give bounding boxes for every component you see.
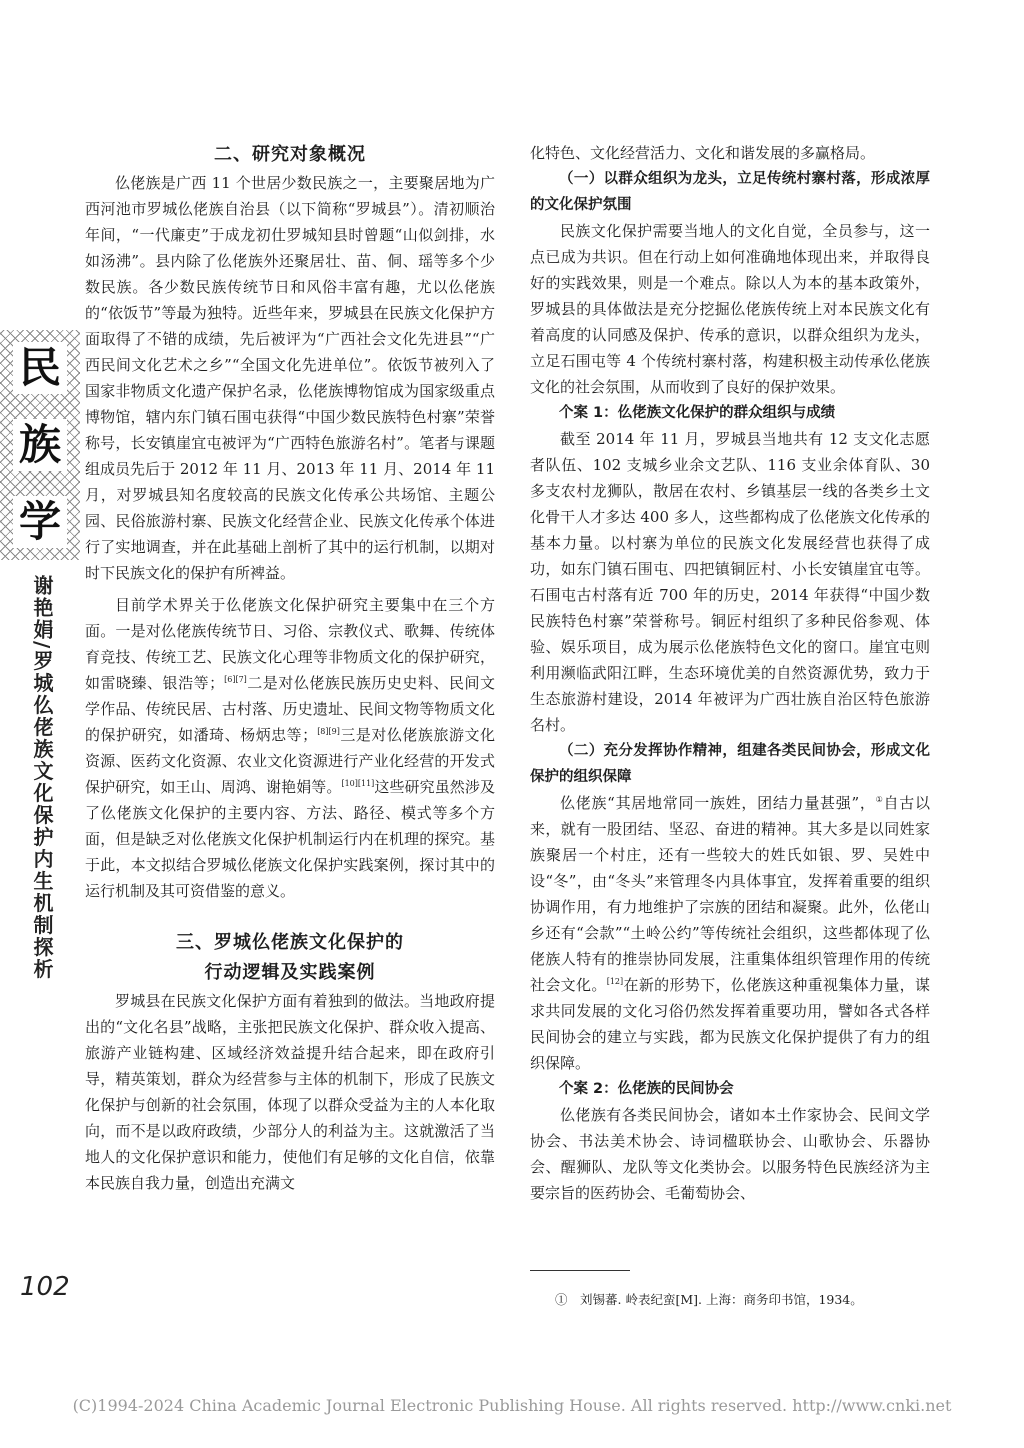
paragraph	[530, 790, 930, 1076]
paragraph: 仫佬族有各类民间协会，诸如本土作家协会、民间文学协会、书法美术协会、诗词楹联协会、山歌协会、乐器协会、醒狮队、龙队等文化类协会。以服务特色民族经济为主要宗旨的医药协会、毛葡萄协会、	[530, 1106, 930, 1202]
copyright-watermark: (C)1994-2024 China Academic Journal Electronic Publishing House. All rights reserved. http://www.cnki.net	[72, 1396, 952, 1415]
paragraph	[85, 592, 495, 904]
paragraph: 仫佬族是广西 11 个世居少数民族之一，主要聚居地为广西河池市罗城仫佬族自治县（以下简称“罗城县”）。清初顺治年间，“一代廉吏”于成龙初仕罗城知县时曾题“山似剑排，水如汤沸”。县内除了仫佬族外还聚居壮、苗、侗、瑶等多个少数民族。各少数民族传统节日和风俗丰富有趣，尤以仫佬族的“依饭节”等最为独特。近些年来，罗城县在民族文化保护方面取得了不错的成绩，先后被评为“广西社会文化先进县”“广西民间文化艺术之乡”“全国文化先进单位”。依饭节被列入了国家非物质文化遗产保护名录，仫佬族博物馆成为国家级重点博物馆，辖内东门镇石围屯获得“中国少数民族特色村寨”荣誉称号，长安镇崖宜屯被评为“广西特色旅游名村”。笔者与课题组成员先后于 2012 年 11 月、2013 年 11 月、2014 年 11 月，对罗城县知名度较高的民族文化传承公共场馆、主题公园、民俗旅游村寨、民族文化经营企业、民族文化传承个体进行了实地调查，并在此基础上剖析了其中的运行机制，以期对时下民族文化的保护有所裨益。	[85, 174, 495, 582]
footnote: ① 刘锡蕃. 岭表纪蛮[M]. 上海：商务印书馆，1934。	[555, 1292, 863, 1307]
paragraph-text: 三是对仫佬族旅游文化资源、医药文化资源、农业文化资源进行产业化经营的开发式保护研究，如王山、周鸿、谢艳娟等。	[85, 726, 495, 796]
citation: [10][11]	[341, 779, 375, 788]
right-column	[530, 140, 930, 1206]
paragraph: 截至 2014 年 11 月，罗城县当地共有 12 支文化志愿者队伍、102 支城乡业余文艺队、116 支业余体育队、30 多支农村龙狮队，散居在农村、乡镇基层一线的各类乡土文化骨干人才多达 400 多人，这些都构成了仫佬族文化传承的基本力量。以村寨为单位的民族文化发展经营也获得了成功，如东门镇石围屯、四把镇铜匠村、小长安镇崖宜屯等。石围屯古村落有近 700 年的历史，2014 年获得“中国少数民族特色村寨”荣誉称号。铜匠村组织了多种民俗参观、体验、娱乐项目，成为展示仫佬族特色文化的窗口。崖宜屯则利用濒临武阳江畔，生态环境优美的自然资源优势，致力于生态旅游村建设，2014 年被评为广西壮族自治区特色旅游名村。	[530, 430, 930, 734]
citation: [12]	[606, 977, 624, 986]
journal-char: 族	[13, 419, 67, 471]
paragraph-text: 目前学术界关于仫佬族文化保护研究主要集中在三个方面。一是对仫佬族传统节日、习俗、宗教仪式、歌舞、传统体育竞技、传统工艺、民族文化心理等非物质文化的保护研究，如雷晓臻、银浩等；	[85, 596, 495, 692]
citation: [8][9]	[317, 727, 340, 736]
paragraph: 民族文化保护需要当地人的文化自觉，全员参与，这一点已成为共识。但在行动上如何准确地体现出来，并取得良好的实践效果，则是一个难点。除以人为本的基本政策外，罗城县的具体做法是充分挖掘仫佬族传统上对本民族文化有着高度的认同感及保护、传承的意识，以群众组织为龙头，立足石围屯等 4 个传统村寨村落，构建积极主动传承仫佬族文化的社会氛围，从而收到了良好的保护效果。	[530, 222, 930, 396]
case-heading: 个案 2：仫佬族的民间协会	[559, 1081, 734, 1097]
case-heading: 个案 1：仫佬族文化保护的群众组织与成绩	[559, 405, 836, 421]
page-number: 102	[20, 1272, 70, 1302]
subsection-heading: （二）充分发挥协作精神，组建各类民间协会，形成文化保护的组织保障	[530, 743, 930, 785]
footnote-divider	[530, 1270, 630, 1271]
left-column	[85, 140, 495, 1196]
journal-char: 民	[13, 342, 67, 394]
author-title-vertical: 谢艳娟/罗城仫佬族文化保护内生机制探析	[30, 575, 54, 981]
citation: [6][7]	[224, 675, 247, 684]
section-heading-line1: 三、罗城仫佬族文化保护的	[176, 932, 404, 953]
paragraph-text: 自古以来，就有一股团结、坚忍、奋进的精神。其大多是以同姓家族聚居一个村庄，还有一些较大的姓氏如银、罗、吴姓中设“冬”，由“冬头”来管理冬内具体事宜，发挥着重要的组织协调作用，有力地维护了宗族的团结和凝聚。此外，仫佬山乡还有“会款”“土岭公约”等传统社会组织，这些都体现了仫佬族人特有的推崇协同发展，注重集体组织管理作用的传统社会文化。	[530, 794, 930, 994]
paragraph-text: 在新的形势下，仫佬族这种重视集体力量，谋求共同发展的文化习俗仍然发挥着重要功用，譬如各式各样民间协会的建立与实践，都为民族文化保护提供了有力的组织保障。	[530, 976, 930, 1072]
journal-char: 学	[13, 496, 67, 548]
footnote-mark: ①	[875, 795, 884, 804]
section-heading: 二、研究对象概况	[214, 144, 366, 165]
paragraph: 罗城县在民族文化保护方面有着独到的做法。当地政府提出的“文化名县”战略，主张把民族文化保护、群众收入提高、旅游产业链构建、区域经济效益提升结合起来，即在政府引导，精英策划，群众为经营参与主体的机制下，形成了民族文化保护与创新的社会氛围，体现了以群众受益为主的人本化取向，而不是以政府政绩，少部分人的利益为主。这就激活了当地人的文化保护意识和能力，使他们有足够的文化自信，依靠本民族自我力量，创造出充满文	[85, 992, 495, 1192]
paragraph-text: 这些研究虽然涉及了仫佬族文化保护的主要内容、方法、路径、模式等多个方面，但是缺乏对仫佬族文化保护机制运行内在机理的探究。基于此，本文拟结合罗城仫佬族文化保护实践案例，探讨其中的运行机制及其可资借鉴的意义。	[85, 778, 495, 900]
section-heading-line2: 行动逻辑及实践案例	[204, 962, 376, 983]
paragraph-text: 二是对仫佬族民族历史史料、民间文学作品、传统民居、古村落、历史遗址、民间文物等物质文化的保护研究，如潘琦、杨炳忠等；	[85, 674, 495, 744]
paragraph-text: 仫佬族“其居地常同一族姓，团结力量甚强”，	[560, 794, 876, 812]
subsection-heading: （一）以群众组织为龙头，立足传统村寨村落，形成浓厚的文化保护氛围	[530, 171, 930, 213]
journal-name-vertical	[0, 330, 80, 560]
paragraph: 化特色、文化经营活力、文化和谐发展的多赢格局。	[530, 144, 876, 162]
